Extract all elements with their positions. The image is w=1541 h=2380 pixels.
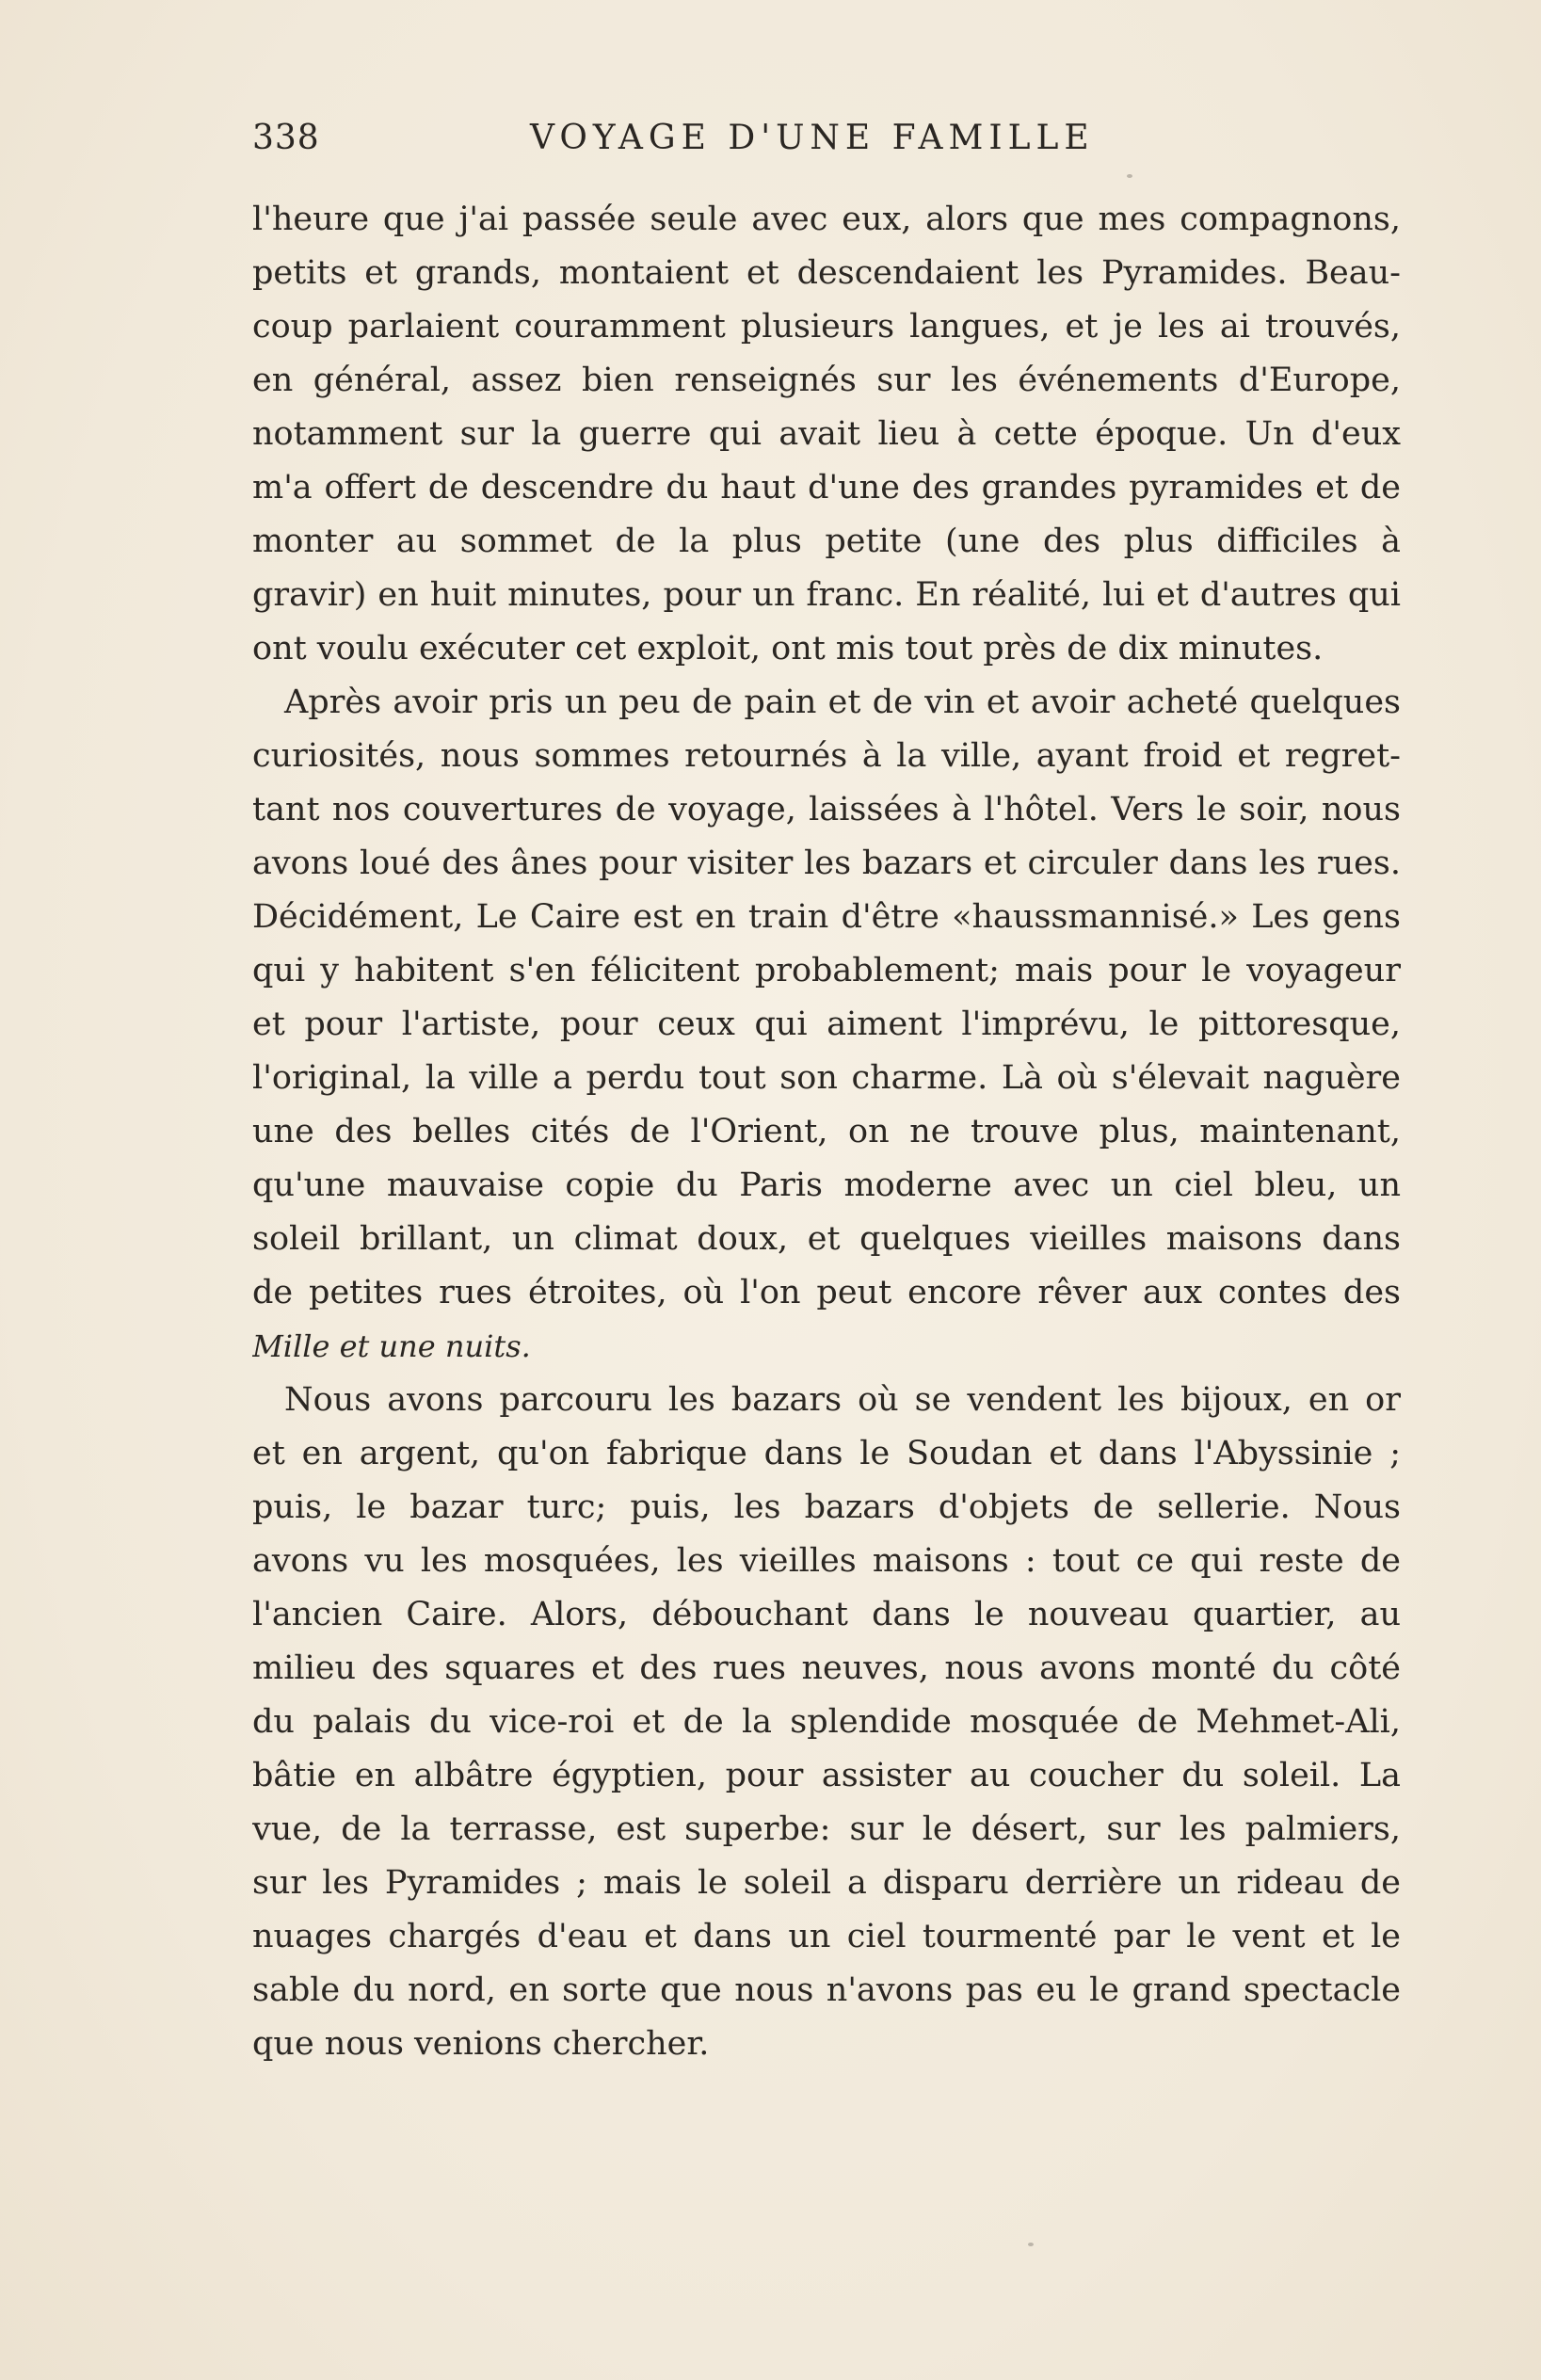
text-line: bâtie en albâtre égyptien, pour assister au coucher du soleil. La: [252, 1757, 1401, 1794]
text-line: nuages chargés d'eau et dans un ciel tourmenté par le vent et le: [252, 1918, 1401, 1955]
text-line: l'original, la ville a perdu tout son charme. Là où s'élevait naguère: [252, 1059, 1401, 1097]
text-line: avons loué des ânes pour visiter les bazars et circuler dans les rues.: [252, 844, 1401, 882]
text-line: Décidément, Le Caire est en train d'être «haussmannisé.» Les gens: [252, 898, 1401, 936]
text-line: puis, le bazar turc; puis, les bazars d'objets de sellerie. Nous: [252, 1488, 1401, 1526]
text-line: l'heure que j'ai passée seule avec eux, alors que mes compagnons,: [252, 201, 1401, 238]
text-line: coup parlaient couramment plusieurs langues, et je les ai trouvés,: [252, 308, 1401, 346]
text-line: l'ancien Caire. Alors, débouchant dans le nouveau quartier, au: [252, 1596, 1401, 1633]
body-text: [252, 193, 1401, 2071]
text-line: sable du nord, en sorte que nous n'avons pas eu le grand spectacle: [252, 1971, 1401, 2009]
text-line: qui y habitent s'en félicitent probablement; mais pour le voyageur: [252, 952, 1401, 989]
text-line: une des belles cités de l'Orient, on ne trouve plus, maintenant,: [252, 1113, 1401, 1150]
text-line: qu'une mauvaise copie du Paris moderne avec un ciel bleu, un: [252, 1166, 1401, 1204]
paper-speck: [1028, 2243, 1034, 2246]
text-line: monter au sommet de la plus petite (une des plus difficiles à: [252, 523, 1401, 560]
page-header: [252, 119, 1401, 166]
text-line: en général, assez bien renseignés sur les événements d'Europe,: [252, 362, 1401, 399]
text-line: milieu des squares et des rues neuves, nous avons monté du côté: [252, 1649, 1401, 1687]
text-line: et en argent, qu'on fabrique dans le Soudan et dans l'Abyssinie ;: [252, 1435, 1401, 1472]
text-line: gravir) en huit minutes, pour un franc. En réalité, lui et d'autres qui: [252, 576, 1401, 614]
text-line: sur les Pyramides ; mais le soleil a disparu derrière un rideau de: [252, 1864, 1401, 1902]
running-title: VOYAGE D'UNE FAMILLE: [530, 119, 1095, 157]
text-line: notamment sur la guerre qui avait lieu à cette époque. Un d'eux: [252, 415, 1401, 453]
text-line: soleil brillant, un climat doux, et quelques vieilles maisons dans: [252, 1220, 1401, 1258]
text-line: m'a offert de descendre du haut d'une des grandes pyramides et de: [252, 469, 1401, 507]
text-line: et pour l'artiste, pour ceux qui aiment l'imprévu, le pittoresque,: [252, 1005, 1401, 1043]
text-line: du palais du vice-roi et de la splendide mosquée de Mehmet-Ali,: [252, 1703, 1401, 1741]
text-line: ont voulu exécuter cet exploit, ont mis tout près de dix minutes.: [252, 630, 1324, 667]
text-line: que nous venions chercher.: [252, 2025, 710, 2063]
text-line: avons vu les mosquées, les vieilles maisons : tout ce qui reste de: [252, 1542, 1401, 1580]
text-line: vue, de la terrasse, est superbe: sur le désert, sur les palmiers,: [252, 1810, 1401, 1848]
paper-speck: [1127, 174, 1132, 178]
text-line: tant nos couvertures de voyage, laissées à l'hôtel. Vers le soir, nous: [252, 791, 1401, 828]
text-line: Après avoir pris un peu de pain et de vin et avoir acheté quelques: [284, 683, 1401, 721]
text-line: curiosités, nous sommes retournés à la ville, ayant froid et regret-: [252, 737, 1401, 775]
text-line: de petites rues étroites, où l'on peut encore rêver aux contes des: [252, 1274, 1401, 1311]
text-line: petits et grands, montaient et descendaient les Pyramides. Beau-: [252, 254, 1401, 292]
text-line: Nous avons parcouru les bazars où se vendent les bijoux, en or: [284, 1381, 1401, 1419]
text-line-italic: Mille et une nuits.: [252, 1328, 531, 1364]
page-number: 338: [252, 119, 320, 157]
